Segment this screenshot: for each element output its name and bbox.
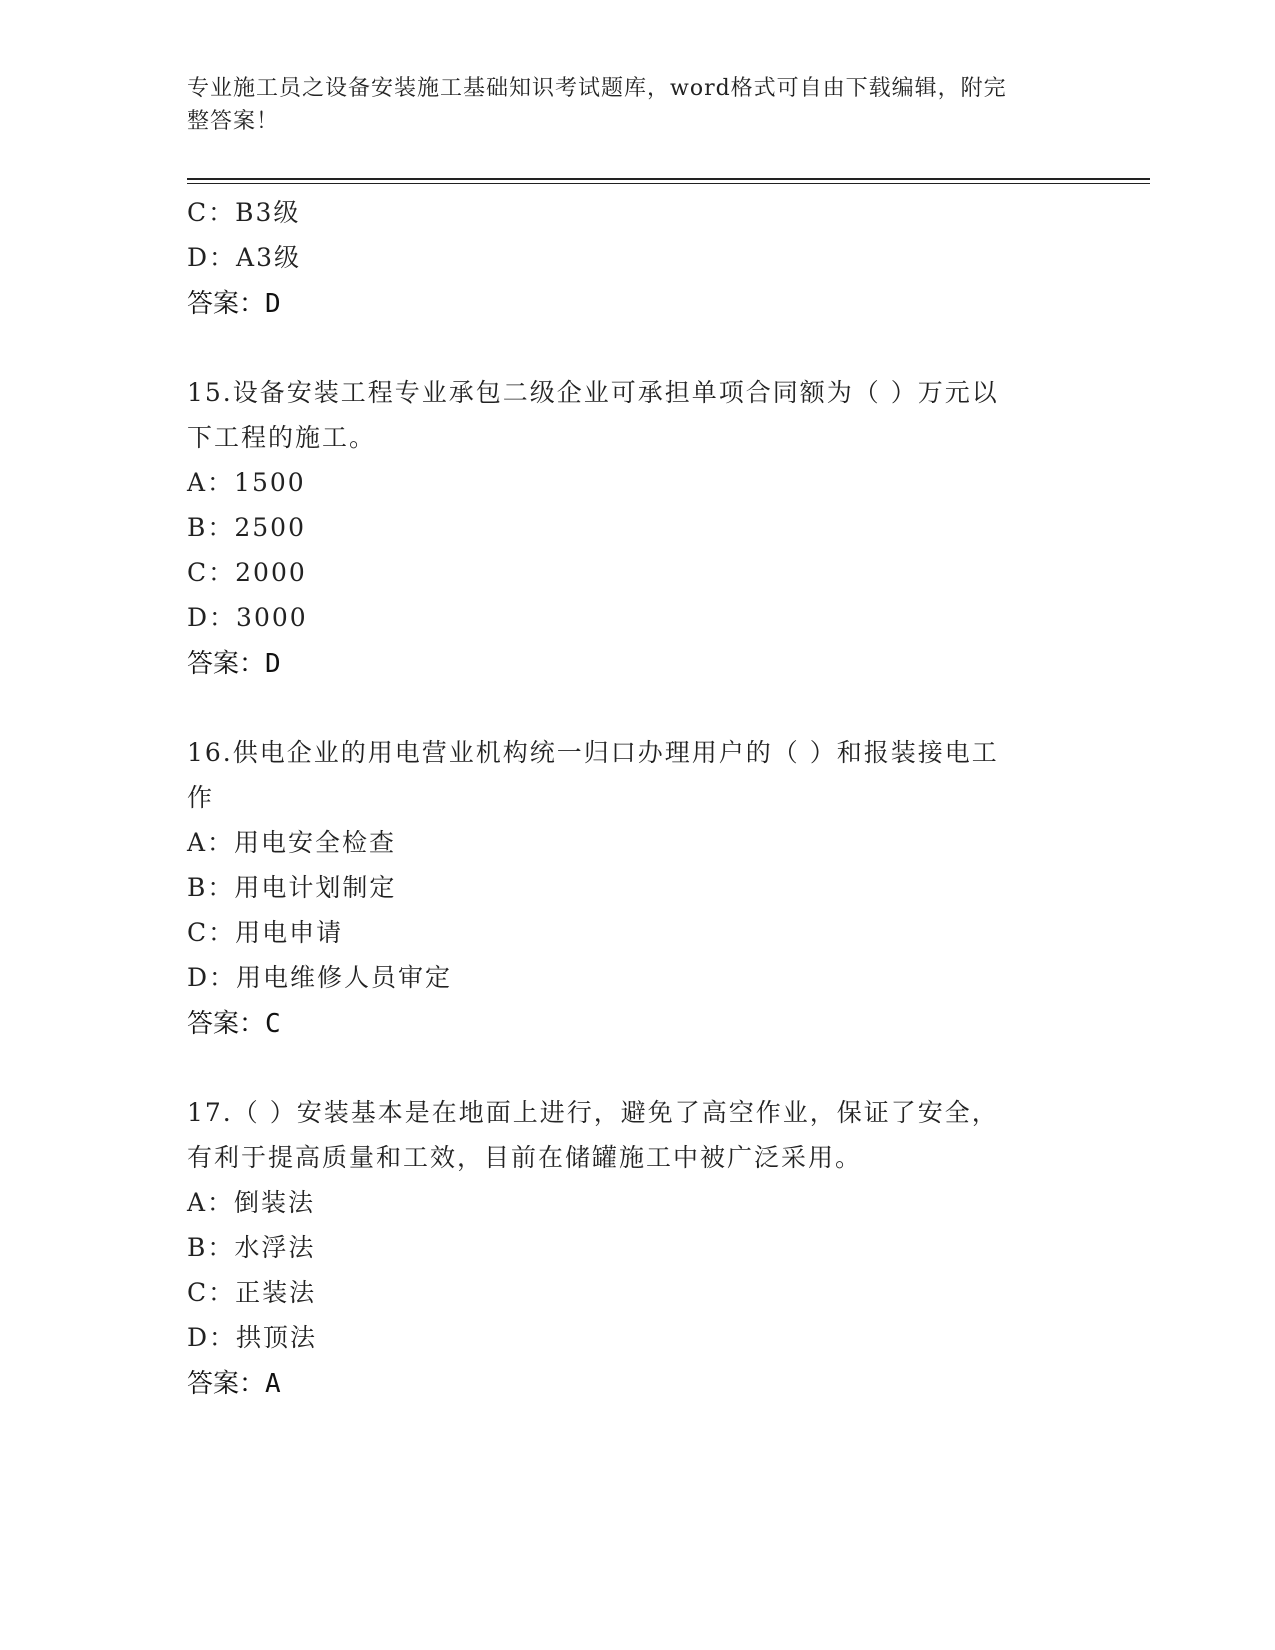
header-line-2: 整答案！ [187,109,280,134]
document-header [187,72,1067,138]
q16-option-c: C：用电申请 [187,918,344,947]
header-divider-thin [187,183,1150,184]
q16-answer: 答案：C [187,1009,281,1039]
q16-option-a: A：用电安全检查 [187,828,397,857]
q15-answer: 答案：D [187,649,281,679]
q16-option-d: D：用电维修人员审定 [187,963,453,992]
q14-option-d: D：A3级 [187,243,302,272]
q17-stem-line-2: 有利于提高质量和工效，目前在储罐施工中被广泛采用。 [187,1143,863,1172]
q17-option-d: D：拱顶法 [187,1323,318,1352]
q17-option-a: A：倒装法 [187,1188,316,1217]
q16-option-b: B：用电计划制定 [187,873,397,902]
header-divider-thick [187,178,1150,180]
q15-stem-line-2: 下工程的施工。 [187,423,377,452]
q16-stem-line-2: 作 [187,783,215,812]
q16-stem-line-1: 16.供电企业的用电营业机构统一归口办理用户的（ ）和报装接电工 [187,738,999,767]
q14-option-c: C：B3级 [187,198,301,227]
q15-stem-line-1: 15.设备安装工程专业承包二级企业可承担单项合同额为（ ）万元以 [187,378,999,407]
q15-option-c: C：2000 [187,558,307,587]
q17-stem-line-1: 17.（ ）安装基本是在地面上进行，避免了高空作业，保证了安全， [187,1098,999,1127]
q17-option-b: B：水浮法 [187,1233,316,1262]
q17-option-c: C：正装法 [187,1278,317,1307]
q15-option-a: A：1500 [187,468,306,497]
q14-answer: 答案：D [187,289,281,319]
header-line-1: 专业施工员之设备安装施工基础知识考试题库，word格式可自由下载编辑，附完 [187,76,1007,101]
q17-answer: 答案：A [187,1369,281,1399]
q15-option-d: D：3000 [187,603,308,632]
q15-option-b: B：2500 [187,513,306,542]
